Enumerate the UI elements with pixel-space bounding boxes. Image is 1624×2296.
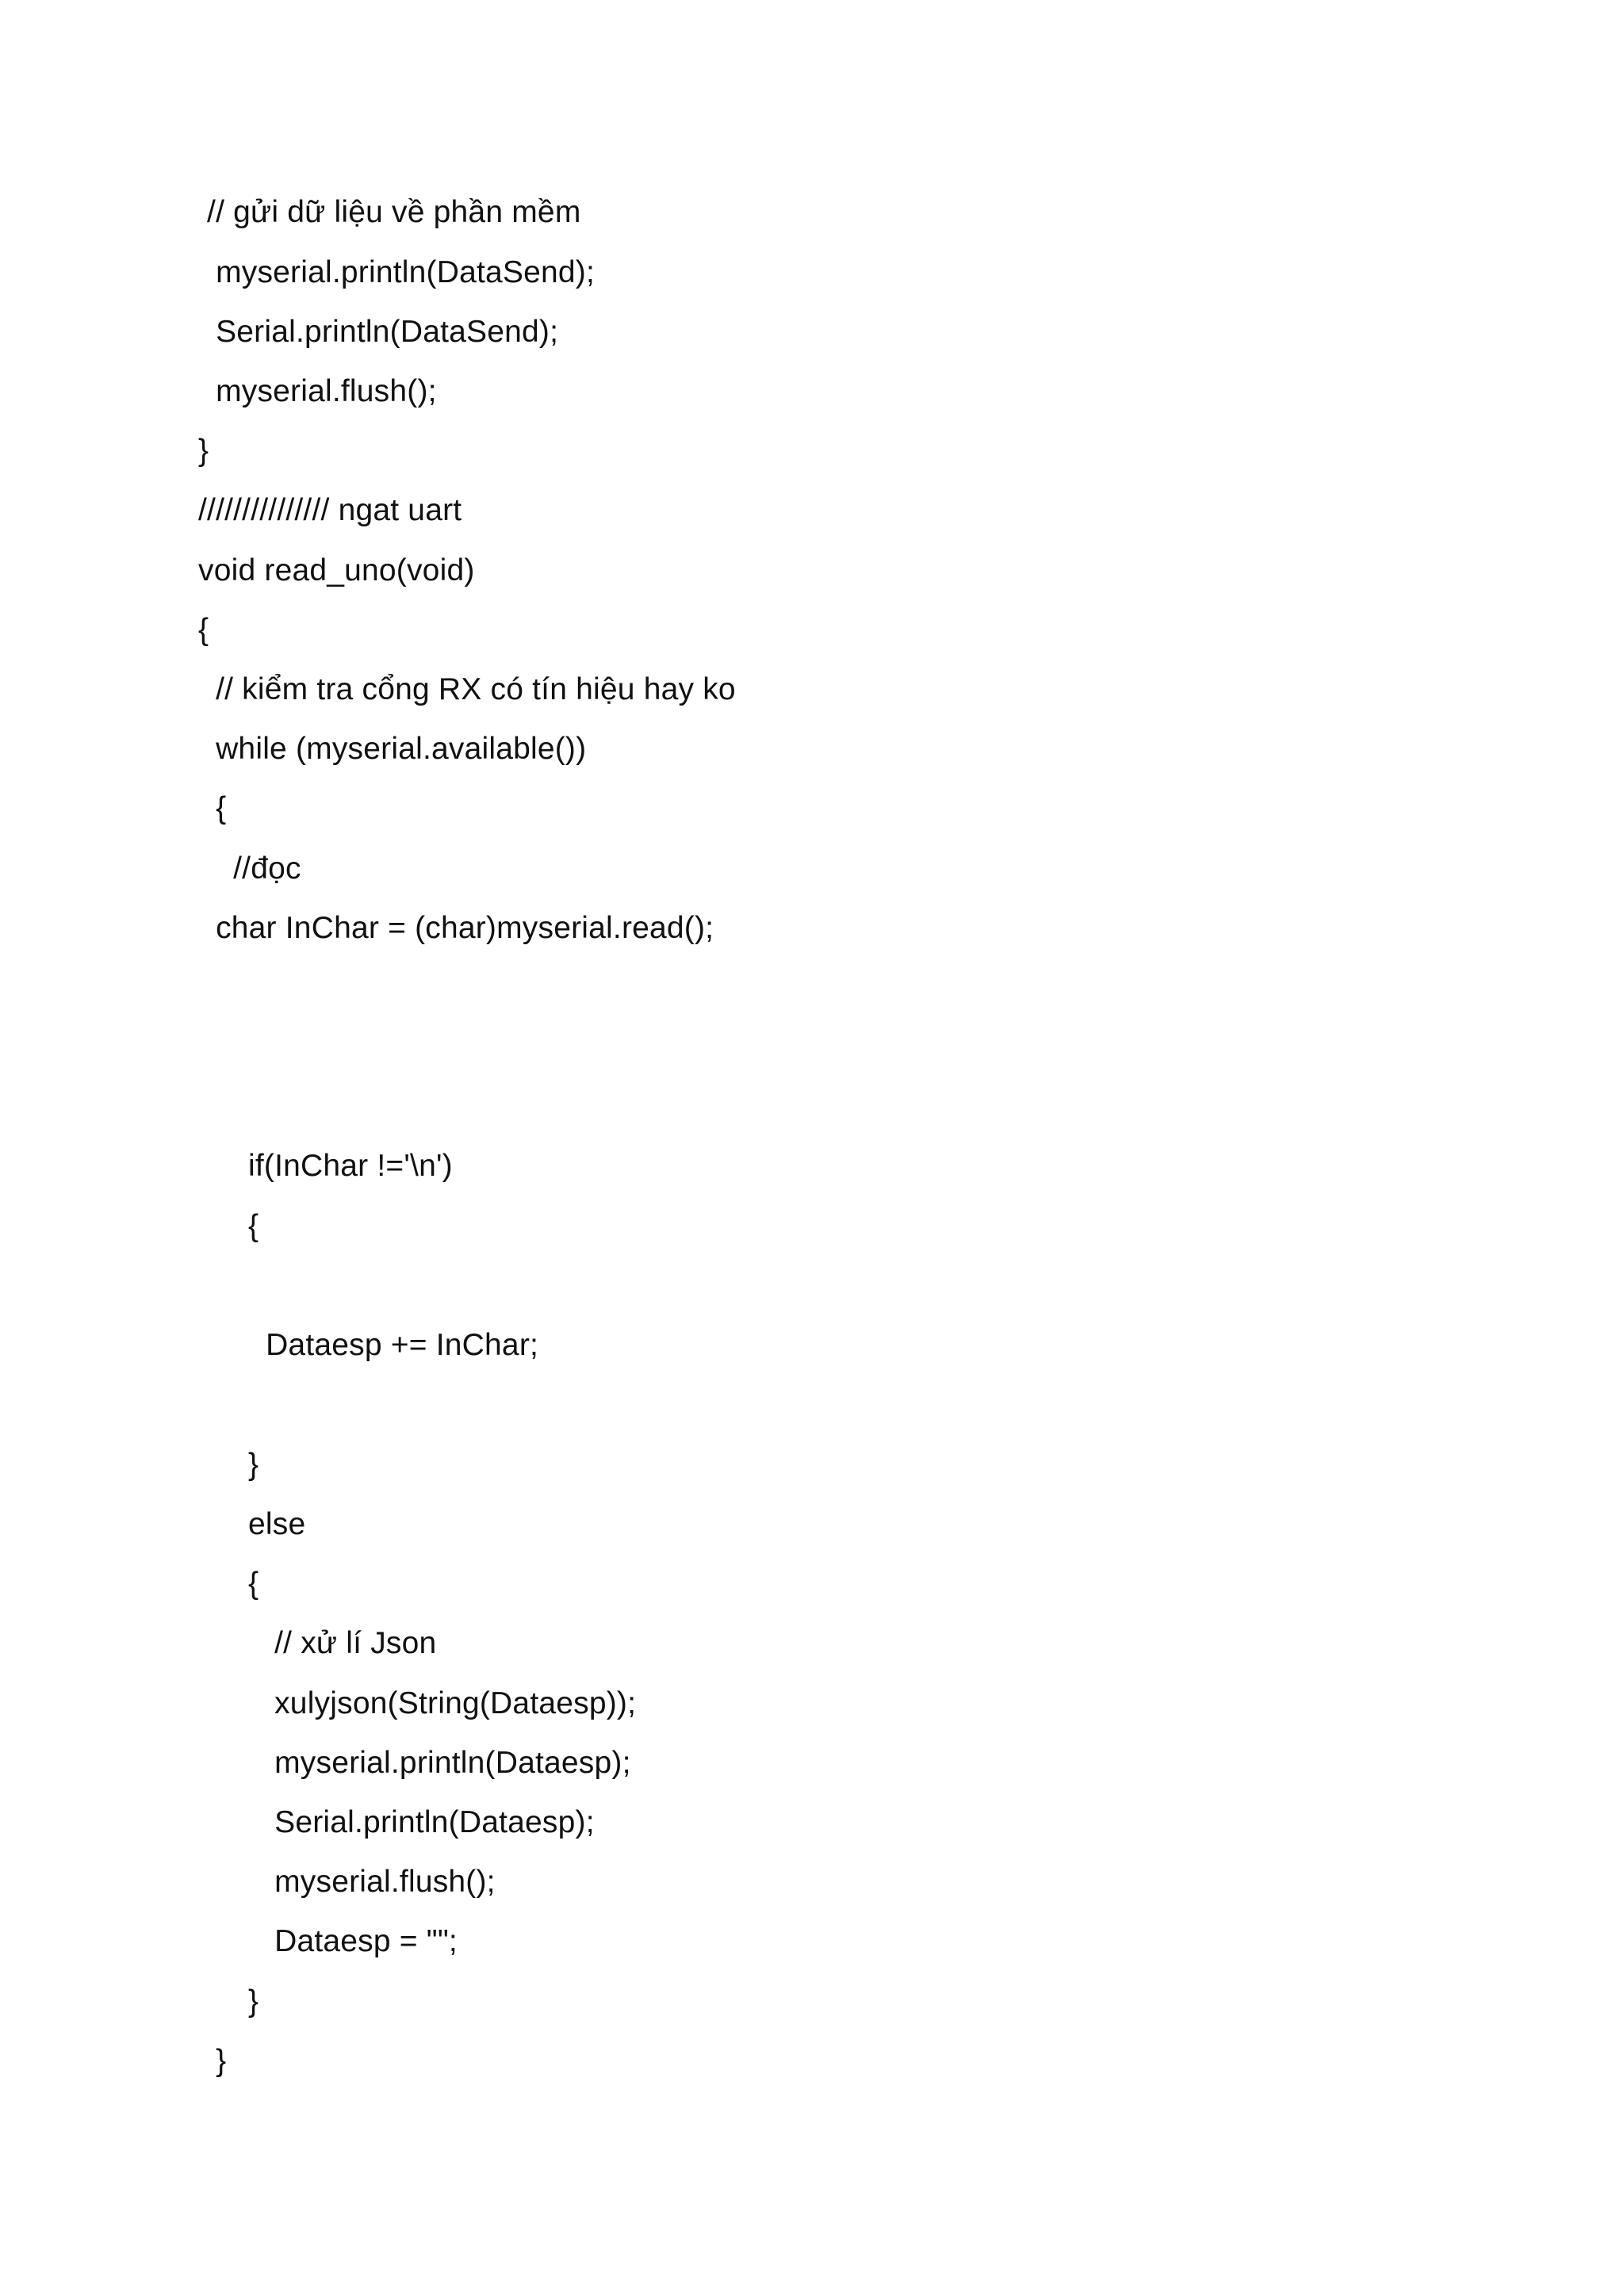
code-line: //đọc bbox=[198, 851, 301, 886]
code-line: // gửi dữ liệu về phần mềm bbox=[198, 195, 581, 229]
code-line: myserial.flush(); bbox=[248, 1865, 496, 1899]
code-line: // xử lí Json bbox=[248, 1626, 437, 1660]
code-line: myserial.println(Dataesp); bbox=[248, 1746, 631, 1780]
code-line: { bbox=[198, 791, 227, 825]
code-line: /////////////// ngat uart bbox=[198, 493, 462, 527]
code-line: Serial.println(DataSend); bbox=[198, 315, 559, 349]
code-line: while (myserial.available()) bbox=[198, 732, 587, 766]
code-line: else bbox=[248, 1507, 306, 1541]
code-line: Dataesp += InChar; bbox=[248, 1328, 539, 1362]
code-line: { bbox=[248, 1209, 259, 1243]
code-line: xulyjson(String(Dataesp)); bbox=[248, 1686, 637, 1720]
code-line: void read_uno(void) bbox=[198, 553, 475, 587]
code-line: } bbox=[248, 1984, 259, 2019]
code-line: Dataesp = ""; bbox=[248, 1924, 458, 1958]
code-line: myserial.println(DataSend); bbox=[198, 255, 595, 289]
code-line: myserial.flush(); bbox=[198, 374, 437, 408]
code-line: } bbox=[198, 2044, 227, 2078]
code-line: char InChar = (char)myserial.read(); bbox=[198, 911, 714, 945]
code-line: } bbox=[248, 1448, 259, 1482]
code-line: if(InChar !='\n') bbox=[248, 1149, 453, 1183]
code-line: { bbox=[198, 613, 209, 647]
code-line: { bbox=[248, 1567, 259, 1601]
code-line: } bbox=[198, 434, 209, 468]
code-line: Serial.println(Dataesp); bbox=[248, 1805, 595, 1839]
code-line: // kiểm tra cổng RX có tín hiệu hay ko bbox=[198, 672, 736, 706]
